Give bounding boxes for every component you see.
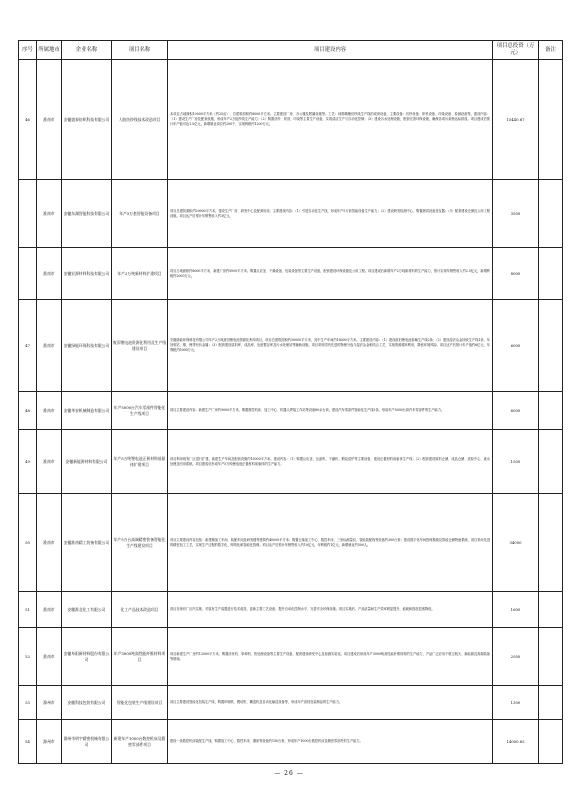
cell-company: 安徽阜阳新材料股份有限公司 [62,628,112,686]
project-table [18,40,563,764]
cell-no: 54 [19,720,37,764]
cell-city: 淮南市 [37,494,62,592]
cell-company: 安徽新能源材料有限公司 [62,430,112,494]
cell-invest: 1500 [493,430,539,494]
cell-project: 年产5万吨锂电池正极材料前驱体扩建项目 [112,430,168,494]
cell-note [539,592,563,628]
header-no: 序号 [19,41,37,60]
table-row [19,628,563,686]
cell-note [539,180,563,248]
cell-project: 年产5万台高端精密装备智能化生产线建设项目 [112,494,168,592]
page-number: — 26 — [274,770,304,777]
cell-content: 安徽绿能环保科技有限公司年产2万吨废旧锂电池资源化利用项目，项目总建筑面积约30000平方米，其中生产车间约18000平方米。主要建设内容：（1）建设废旧锂电池拆解生产线2条；（2）建设湿法冶金回收生产线1条，年回收钴、镍、锂等有价金属；（3）配套建设原料库、成品库、危废暂存库及污水处理站等辅助设施。项目采用国内先进的物理分选与湿法冶金相结合工艺，实现资源循环利用，降低环境风险。项目达产后预计年产值约6亿元，年利税约5000万元。 [168,300,493,392]
cell-city: 淮南市 [37,248,62,300]
cell-no [19,248,37,300]
cell-note [539,60,563,180]
cell-invest: 6000 [493,392,539,430]
cell-city: 淮南市 [37,392,62,430]
cell-city: 淮南市 [37,180,62,248]
header-content: 项目建设内容 [168,41,493,60]
cell-note [539,720,563,764]
cell-no: 47 [19,300,37,392]
header-invest: 项目总投资（万元） [493,41,539,60]
cell-project: 智能化包装生产线建设项目 [112,686,168,720]
table-row [19,686,563,720]
cell-no: 50 [19,494,37,592]
cell-company: 安徽盛泰纺织科技有限公司 [62,60,112,180]
table-row [19,392,563,430]
cell-content: 项目主要建设内容：新建生产厂房约9000平方米，购置数控机床、加工中心、机器人焊接工作站等设备80余台套，建设汽车零部件智能化生产线3条，形成年产5000台套汽车零部件的生产能力。 [168,392,493,430]
cell-city: 淮南市 [37,628,62,686]
cell-city: 滁州市 [37,686,62,720]
cell-company: 安徽绿能环保科技有限公司 [62,300,112,392]
cell-company: 安徽华安机械制造有限公司 [62,392,112,430]
cell-note [539,686,563,720]
cell-content: 项目新建生产厂房约12000平方米，购置纺丝机、牵伸机、热处理设备等主要生产设备，配套建设研发中心及检测实验室。项目建成后形成年产3000吨高性能纤维材料的生产能力，产品广泛应用于航空航天、新能源及高端装备等领域。 [168,628,493,686]
cell-content: 项目主要建设智能化包装生产线，购置印刷机、模切机、糊盒机及自动化输送设备等，形成年产高档包装制品的生产能力。 [168,686,493,720]
table-row [19,494,563,592]
table-row [19,60,563,180]
cell-company: 滁州市明宇精密机械有限公司 [62,720,112,764]
header-city: 所属地市 [37,41,62,60]
cell-invest: 34000 [493,494,539,592]
cell-city: 淮南市 [37,60,62,180]
table-row [19,180,563,248]
table-header-row [19,41,563,60]
cell-no: 53 [19,686,37,720]
cell-project: 年产5000台汽车零部件智能化生产线项目 [112,392,168,430]
cell-note [539,628,563,686]
cell-company: 安徽宏源材料科技有限公司 [62,248,112,300]
header-company: 企业名称 [62,41,112,60]
cell-city: 淮南市 [37,592,62,628]
cell-invest: 1300 [493,686,539,720]
header-note: 备注 [539,41,563,60]
cell-content: 建设一条数控机床装配生产线，购置加工中心、数控车床、磨床等设备约150台套，形成年产1000台数控机床及精密零部件的生产能力。 [168,720,493,764]
cell-note [539,494,563,592]
cell-invest: 15440.67 [493,60,539,180]
cell-note [539,248,563,300]
cell-no: 52 [19,628,37,686]
cell-no: 48 [19,392,37,430]
cell-content: 项目主要建设内容包括：新建精加工车间、装配车间及研发楼等建筑约40000平方米；购置五轴加工中心、数控车床、三坐标测量仪、智能装配线等设备约300台套；建设数字化车间管理系统及智能仓储物流系统。项目采用先进的精密加工工艺，实现生产过程的数字化、网络化和智能化管理。项目达产后预计年销售收入约10亿元，年利税约1亿元，新增就业约500人。 [168,494,493,592]
cell-city: 淮南市 [37,430,62,494]
cell-company: 安徽科技包装有限公司 [62,686,112,720]
cell-company: 安徽淮南精工装备有限公司 [62,494,112,592]
cell-project: 化工产品技术改造项目 [112,592,168,628]
cell-city: 淮南市 [37,300,62,392]
header-project: 项目名称 [112,41,168,60]
cell-note [539,392,563,430]
cell-invest: 2500 [493,628,539,686]
cell-company: 安徽淮北化工有限公司 [62,592,112,628]
cell-note [539,430,563,494]
cell-content: 项目利用现有厂区进行扩建，新建生产车间及配套设施约15000平方米。建设内容：（1）购置反应釜、压滤机、干燥机、煅烧窑炉等主要设备，建设正极材料前驱体生产线；（2）配套建设原料仓储、成品仓储、质检中心、废水处理及回用系统。项目建成后形成年产5万吨锂电池正极材料前驱体的生产能力。 [168,430,493,494]
cell-invest: 6000 [493,300,539,392]
cell-project: 年产5万套智能设备项目 [112,180,168,248]
cell-project: 废旧锂电池资源化利用及生产线建设项目 [112,300,168,392]
cell-content: 项目在现有厂区内实施，对原有生产装置进行技术改造，更新主要工艺设备，提升自动化控制水平，完善安全环保设施。项目实施后，产品质量和生产效率明显提升，能耗和排放显著降低。 [168,592,493,628]
cell-invest: 1600 [493,592,539,628]
cell-note [539,300,563,392]
table-row [19,592,563,628]
cell-invest: 14000.65 [493,720,539,764]
cell-project: 新建年产1000台数控机床及精密零部件项目 [112,720,168,764]
cell-content: 项目占地面积约8000平方米，新建厂房约5000平方米。购置反应釜、干燥设备、包装设备等主要生产设备，配套建设环保设施及公用工程。项目建成后新增年产2万吨新材料的生产能力，预计实现年销售收入约2.5亿元，新增利税约2000万元。 [168,248,493,300]
cell-no: 49 [19,430,37,494]
cell-company: 安徽东湖智能科技有限公司 [62,180,112,248]
cell-content: 项目总建筑面积约20000平方米，建设生产厂房、研发中心及配套用房。主要建设内容：（1）引进自动化生产线，形成年产5万套智能设备生产能力；（2）建设研发检测中心，购置测试设备及仪器；（3）配套建设仓储及公用工程设施。项目达产后预计年销售收入约3亿元。 [168,180,493,248]
cell-content: 本项目占地面积10000平方米（约25亩），总建筑面积约8000平方米。主要建设厂房、办公楼及附属设施等。工艺：纯棉精梳纺纱线生产线的成套设备。主要设备：纺纱设备、织机设备、印染设备、检测设备等。建设内容：（1）建设生产厂房及配套设施，形成年产2万锭纱线生产能力；（2）购置纺纱、织造、印染等主要生产设备，实现清洁生产与自动化控制；（3）建设污水处理设施，配套完善环保设施，确保各项污染物达标排放。项目建成后预计年产值可达1.5亿元，新增就业岗位约200个，实现利税约1200万元。 [168,60,493,180]
cell-invest: 3500 [493,180,539,248]
document-page [18,40,562,764]
cell-city: 滁州市 [37,720,62,764]
cell-project: 年产2万吨新材料扩建项目 [112,248,168,300]
table-row [19,720,563,764]
cell-project: 年产3000吨高性能纤维材料项目 [112,628,168,686]
table-row [19,300,563,392]
cell-project: 人胶纺纱线技术改造项目 [112,60,168,180]
cell-no: 51 [19,592,37,628]
table-row [19,430,563,494]
table-row [19,248,563,300]
cell-no: 46 [19,60,37,180]
cell-no [19,180,37,248]
cell-invest: 8000 [493,248,539,300]
